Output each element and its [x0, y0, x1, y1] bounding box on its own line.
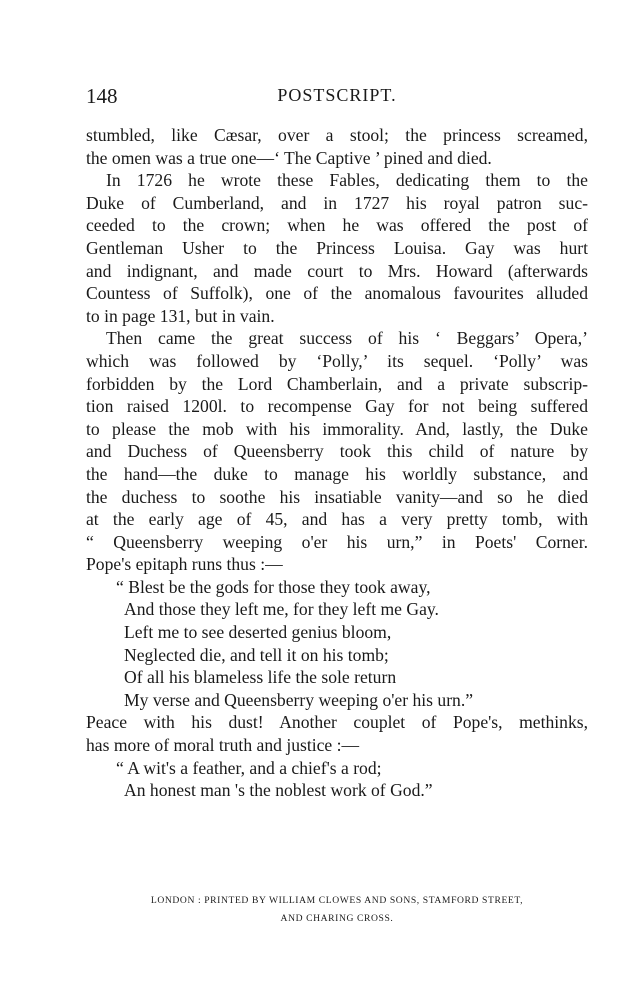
text-line: the omen was a true one—‘ The Captive ’ pined and died. — [86, 147, 492, 168]
printer-colophon — [86, 892, 588, 928]
text-line: In 1726 he wrote these Fables, dedicating them to the — [106, 170, 588, 191]
verse-line: Neglected die, and tell it on his tomb; — [124, 644, 389, 665]
colophon-line: AND CHARING CROSS. — [280, 913, 394, 924]
verse-line: Left me to see deserted genius bloom, — [124, 622, 392, 643]
running-title: POSTSCRIPT. — [277, 85, 397, 105]
verse-line: Of all his blameless life the sole return — [124, 667, 397, 688]
text-line: Countess of Suffolk), one of the anomalous favourites alluded — [86, 283, 588, 304]
body-text — [86, 124, 588, 802]
text-line: has more of moral truth and justice :— — [86, 735, 360, 756]
text-line: forbidden by the Lord Chamberlain, and a private subscrip- — [86, 373, 588, 394]
text-line: the hand—the duke to manage his worldly substance, and — [86, 463, 588, 484]
verse-line: “ Blest be the gods for those they took away, — [116, 576, 431, 597]
page-header — [86, 84, 588, 112]
text-line: Pope's epitaph runs thus :— — [86, 554, 283, 575]
paragraph-4 — [86, 711, 588, 756]
text-line: at the early age of 45, and has a very pretty tomb, with — [86, 509, 588, 530]
text-line: to please the mob with his immorality. And, lastly, the Duke — [86, 418, 588, 439]
text-line: “ Queensberry weeping o'er his urn,” in Poets' Corner. — [86, 531, 588, 552]
text-line: Peace with his dust! Another couplet of Pope's, methinks, — [86, 712, 588, 733]
text-line: stumbled, like Cæsar, over a stool; the princess screamed, — [86, 125, 588, 145]
text-line: and Duchess of Queensberry took this child of nature by — [86, 441, 588, 462]
verse-line: An honest man 's the noblest work of God.” — [124, 780, 433, 801]
text-line: Then came the great success of his ‘ Beggars’ Opera,’ — [106, 328, 588, 349]
paragraph-1 — [86, 124, 588, 169]
text-line: and indignant, and made court to Mrs. Howard (afterwards — [86, 260, 588, 281]
page-number: 148 — [86, 84, 118, 108]
colophon-line: LONDON : PRINTED BY WILLIAM CLOWES AND SONS, STAMFORD STREET, — [150, 895, 524, 906]
book-page — [86, 0, 588, 1000]
text-line: Gentleman Usher to the Princess Louisa. Gay was hurt — [86, 237, 588, 258]
verse-line: My verse and Queensberry weeping o'er his urn.” — [124, 689, 474, 710]
text-line: ceeded to the crown; when he was offered the post of — [86, 215, 588, 236]
text-line: Duke of Cumberland, and in 1727 his royal patron suc- — [86, 192, 588, 213]
couplet-verse — [86, 757, 588, 802]
verse-line: “ A wit's a feather, and a chief's a rod; — [116, 757, 382, 778]
paragraph-2 — [86, 169, 588, 327]
text-line: the duchess to soothe his insatiable vanity—and so he died — [86, 486, 588, 507]
text-line: which was followed by ‘Polly,’ its sequel. ‘Polly’ was — [86, 350, 588, 371]
text-line: to in page 131, but in vain. — [86, 305, 275, 326]
verse-line: And those they left me, for they left me Gay. — [124, 599, 439, 620]
text-line: tion raised 1200l. to recompense Gay for not being suffered — [86, 396, 588, 417]
paragraph-3 — [86, 327, 588, 576]
epitaph-verse — [86, 576, 588, 712]
